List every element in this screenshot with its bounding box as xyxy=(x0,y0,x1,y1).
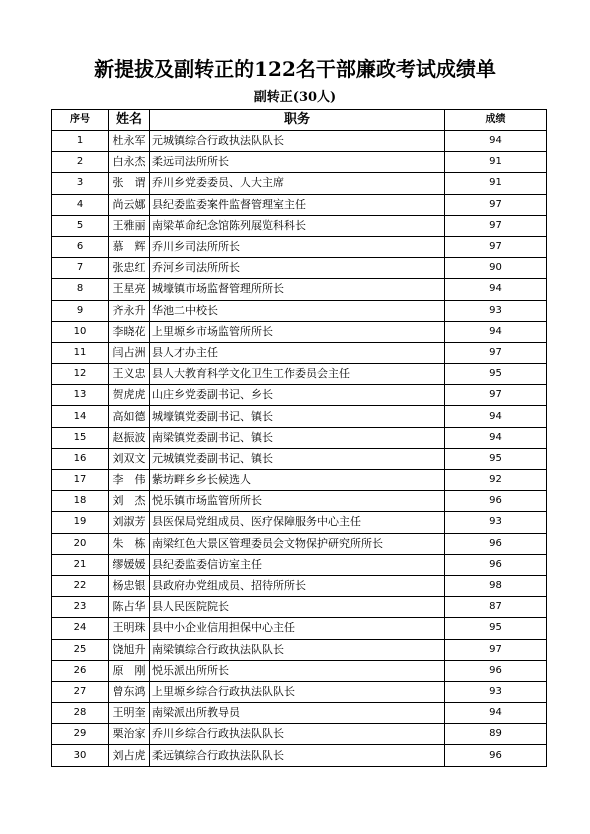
cell-position: 县政府办党组成员、招待所所长 xyxy=(150,575,445,596)
cell-position: 南梁革命纪念馆陈列展览科科长 xyxy=(150,215,445,236)
table-row xyxy=(52,724,547,745)
table-row xyxy=(52,512,547,533)
page-subtitle: 副转正(30人) xyxy=(253,90,337,105)
cell-no: 2 xyxy=(52,152,109,173)
cell-name: 尚云娜 xyxy=(109,194,150,215)
cell-name: 高如德 xyxy=(109,406,150,427)
cell-name: 齐永升 xyxy=(109,300,150,321)
table-row xyxy=(52,152,547,173)
cell-score: 91 xyxy=(445,152,547,173)
cell-score: 91 xyxy=(445,173,547,194)
cell-position: 华池二中校长 xyxy=(150,300,445,321)
cell-position: 乔川乡党委委员、人大主席 xyxy=(150,173,445,194)
cell-score: 94 xyxy=(445,427,547,448)
cell-no: 5 xyxy=(52,215,109,236)
cell-no: 21 xyxy=(52,554,109,575)
table-row xyxy=(52,448,547,469)
cell-name: 杨忠银 xyxy=(109,575,150,596)
cell-position: 县纪委监委信访室主任 xyxy=(150,554,445,575)
cell-score: 93 xyxy=(445,681,547,702)
cell-name: 李 伟 xyxy=(109,470,150,491)
cell-name: 刘占虎 xyxy=(109,745,150,766)
cell-score: 94 xyxy=(445,703,547,724)
cell-no: 1 xyxy=(52,131,109,152)
cell-position: 县人大教育科学文化卫生工作委员会主任 xyxy=(150,364,445,385)
cell-score: 96 xyxy=(445,745,547,766)
cell-no: 24 xyxy=(52,618,109,639)
cell-name: 白永杰 xyxy=(109,152,150,173)
cell-no: 12 xyxy=(52,364,109,385)
table-row xyxy=(52,258,547,279)
cell-score: 96 xyxy=(445,660,547,681)
cell-position: 柔远司法所所长 xyxy=(150,152,445,173)
cell-no: 17 xyxy=(52,470,109,491)
cell-position: 县人民医院院长 xyxy=(150,597,445,618)
cell-position: 柔远镇综合行政执法队队长 xyxy=(150,745,445,766)
cell-name: 栗治家 xyxy=(109,724,150,745)
cell-no: 28 xyxy=(52,703,109,724)
table-row xyxy=(52,385,547,406)
cell-name: 李晓花 xyxy=(109,321,150,342)
table-row xyxy=(52,554,547,575)
cell-name: 王明珠 xyxy=(109,618,150,639)
table-row xyxy=(52,575,547,596)
cell-position: 乔川乡综合行政执法队队长 xyxy=(150,724,445,745)
cell-position: 悦乐派出所所长 xyxy=(150,660,445,681)
table-row xyxy=(52,491,547,512)
cell-name: 原 刚 xyxy=(109,660,150,681)
cell-no: 4 xyxy=(52,194,109,215)
cell-no: 10 xyxy=(52,321,109,342)
cell-name: 赵振波 xyxy=(109,427,150,448)
table-row xyxy=(52,745,547,766)
table-row xyxy=(52,215,547,236)
cell-position: 上里塬乡市场监管所所长 xyxy=(150,321,445,342)
table-row xyxy=(52,703,547,724)
cell-score: 94 xyxy=(445,279,547,300)
cell-position: 城壕镇党委副书记、镇长 xyxy=(150,406,445,427)
cell-score: 95 xyxy=(445,618,547,639)
table-row xyxy=(52,639,547,660)
table-row xyxy=(52,660,547,681)
cell-no: 6 xyxy=(52,236,109,257)
cell-score: 94 xyxy=(445,131,547,152)
cell-position: 县纪委监委案件监督管理室主任 xyxy=(150,194,445,215)
cell-no: 30 xyxy=(52,745,109,766)
cell-name: 缪媛媛 xyxy=(109,554,150,575)
header-position: 职务 xyxy=(150,110,445,131)
cell-no: 22 xyxy=(52,575,109,596)
table-header-row xyxy=(52,110,547,131)
cell-name: 王明奎 xyxy=(109,703,150,724)
cell-position: 县医保局党组成员、医疗保障服务中心主任 xyxy=(150,512,445,533)
cell-score: 96 xyxy=(445,554,547,575)
cell-position: 县人才办主任 xyxy=(150,342,445,363)
cell-name: 刘淑芳 xyxy=(109,512,150,533)
cell-position: 南梁镇综合行政执法队队长 xyxy=(150,639,445,660)
cell-no: 29 xyxy=(52,724,109,745)
cell-no: 13 xyxy=(52,385,109,406)
cell-no: 27 xyxy=(52,681,109,702)
cell-position: 县中小企业信用担保中心主任 xyxy=(150,618,445,639)
cell-name: 王义忠 xyxy=(109,364,150,385)
table-row xyxy=(52,406,547,427)
cell-name: 慕 辉 xyxy=(109,236,150,257)
table-row xyxy=(52,618,547,639)
cell-position: 紫坊畔乡乡长候选人 xyxy=(150,470,445,491)
cell-no: 26 xyxy=(52,660,109,681)
table-row xyxy=(52,300,547,321)
table-row xyxy=(52,236,547,257)
table-row xyxy=(52,470,547,491)
cell-no: 18 xyxy=(52,491,109,512)
cell-score: 98 xyxy=(445,575,547,596)
table-row xyxy=(52,533,547,554)
cell-score: 97 xyxy=(445,215,547,236)
table-row xyxy=(52,681,547,702)
cell-score: 97 xyxy=(445,194,547,215)
cell-position: 南梁派出所教导员 xyxy=(150,703,445,724)
cell-score: 97 xyxy=(445,236,547,257)
cell-name: 王雅丽 xyxy=(109,215,150,236)
cell-score: 94 xyxy=(445,406,547,427)
score-table xyxy=(51,109,547,767)
table-row xyxy=(52,342,547,363)
cell-no: 19 xyxy=(52,512,109,533)
cell-no: 20 xyxy=(52,533,109,554)
cell-name: 贺虎虎 xyxy=(109,385,150,406)
cell-name: 曾东鸿 xyxy=(109,681,150,702)
cell-no: 11 xyxy=(52,342,109,363)
cell-name: 张 谓 xyxy=(109,173,150,194)
cell-score: 93 xyxy=(445,512,547,533)
cell-no: 9 xyxy=(52,300,109,321)
cell-score: 92 xyxy=(445,470,547,491)
cell-no: 14 xyxy=(52,406,109,427)
cell-score: 96 xyxy=(445,491,547,512)
cell-score: 87 xyxy=(445,597,547,618)
cell-no: 7 xyxy=(52,258,109,279)
cell-position: 上里塬乡综合行政执法队队长 xyxy=(150,681,445,702)
cell-position: 乔川乡司法所所长 xyxy=(150,236,445,257)
cell-name: 闫占洲 xyxy=(109,342,150,363)
cell-score: 90 xyxy=(445,258,547,279)
cell-score: 97 xyxy=(445,385,547,406)
cell-position: 南梁红色大景区管理委员会文物保护研究所所长 xyxy=(150,533,445,554)
table-row xyxy=(52,194,547,215)
cell-name: 陈占华 xyxy=(109,597,150,618)
cell-no: 15 xyxy=(52,427,109,448)
table-row xyxy=(52,321,547,342)
cell-score: 89 xyxy=(445,724,547,745)
cell-position: 乔河乡司法所所长 xyxy=(150,258,445,279)
table-row xyxy=(52,131,547,152)
cell-position: 悦乐镇市场监管所所长 xyxy=(150,491,445,512)
cell-score: 97 xyxy=(445,639,547,660)
table-row xyxy=(52,364,547,385)
header-score: 成绩 xyxy=(445,110,547,131)
cell-score: 96 xyxy=(445,533,547,554)
cell-position: 山庄乡党委副书记、乡长 xyxy=(150,385,445,406)
cell-score: 95 xyxy=(445,364,547,385)
cell-name: 刘双文 xyxy=(109,448,150,469)
page-title: 新提拔及副转正的122名干部廉政考试成绩单 xyxy=(94,57,496,81)
cell-score: 97 xyxy=(445,342,547,363)
table-row xyxy=(52,173,547,194)
table-row xyxy=(52,427,547,448)
header-no: 序号 xyxy=(52,110,109,131)
cell-name: 饶旭升 xyxy=(109,639,150,660)
cell-score: 94 xyxy=(445,321,547,342)
table-row xyxy=(52,597,547,618)
cell-position: 元城镇综合行政执法队队长 xyxy=(150,131,445,152)
cell-no: 8 xyxy=(52,279,109,300)
cell-no: 23 xyxy=(52,597,109,618)
cell-position: 南梁镇党委副书记、镇长 xyxy=(150,427,445,448)
cell-position: 元城镇党委副书记、镇长 xyxy=(150,448,445,469)
table-body xyxy=(52,131,547,767)
cell-name: 刘 杰 xyxy=(109,491,150,512)
cell-no: 3 xyxy=(52,173,109,194)
cell-name: 杜永军 xyxy=(109,131,150,152)
cell-no: 25 xyxy=(52,639,109,660)
cell-score: 93 xyxy=(445,300,547,321)
header-name: 姓名 xyxy=(109,110,150,131)
cell-name: 朱 栋 xyxy=(109,533,150,554)
cell-name: 王星亮 xyxy=(109,279,150,300)
table-row xyxy=(52,279,547,300)
cell-score: 95 xyxy=(445,448,547,469)
cell-position: 城壕镇市场监督管理所所长 xyxy=(150,279,445,300)
cell-no: 16 xyxy=(52,448,109,469)
cell-name: 张忠红 xyxy=(109,258,150,279)
